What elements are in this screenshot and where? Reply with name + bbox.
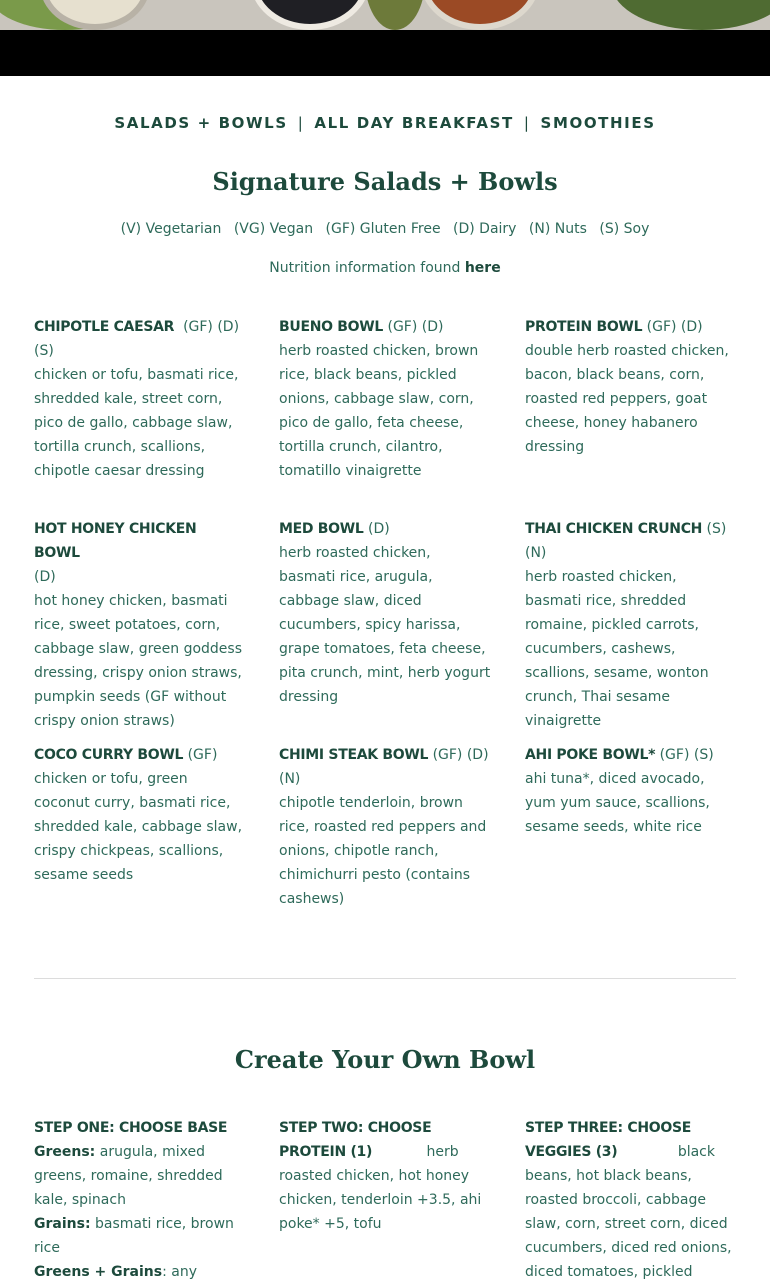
menu-item-tags: (GF) (D) <box>387 319 444 335</box>
menu-item-description: herb roasted chicken, basmati rice, arugula, cabbage slaw, diced cucumbers, spicy harissa, grape tomatoes, feta cheese, pita crunch, mint, herb yogurt dressing <box>279 545 491 705</box>
menu-item <box>525 315 737 459</box>
menu-item-tags: (GF) (S) <box>659 747 714 763</box>
greens-grains-options: : any <box>162 1264 198 1280</box>
menu-item <box>279 315 491 483</box>
menu-item-name: CHIMI STEAK BOWL <box>279 747 429 763</box>
menu-item-description: ahi tuna*, diced avocado, yum yum sauce, scallions, sesame seeds, white rice <box>525 771 710 835</box>
menu-item-description: herb roasted chicken, basmati rice, shredded romaine, pickled carrots, cucumbers, cashews, scallions, sesame, wonton crunch, Thai sesame vinaigrette <box>525 569 709 729</box>
dietary-legend <box>0 221 770 237</box>
menu-item-name: CHIPOTLE CAESAR <box>34 319 175 335</box>
legend-nuts: (N) Nuts <box>528 221 587 237</box>
nav-all-day-breakfast[interactable]: ALL DAY BREAKFAST <box>314 114 514 132</box>
menu-item <box>34 743 246 887</box>
menu-item <box>525 743 737 839</box>
hero-bowl-sauce <box>420 0 540 30</box>
step-one-base <box>34 1116 246 1283</box>
menu-item-tags: (D) <box>34 569 56 585</box>
menu-item <box>279 517 491 709</box>
menu-item <box>525 517 737 733</box>
legend-soy: (S) Soy <box>599 221 650 237</box>
signature-section-title: Signature Salads + Bowls <box>212 167 558 196</box>
step-three-veggies <box>525 1116 737 1283</box>
menu-item-name: COCO CURRY BOWL <box>34 747 184 763</box>
step-heading: STEP ONE: CHOOSE BASE <box>34 1120 228 1136</box>
menu-item-name: MED BOWL <box>279 521 364 537</box>
greens-grains-label: Greens + Grains <box>34 1264 163 1280</box>
legend-vegetarian: (V) Vegetarian <box>120 221 222 237</box>
menu-item-tags: (GF) <box>187 747 218 763</box>
menu-item-description: chicken or tofu, basmati rice, shredded kale, street corn, pico de gallo, cabbage slaw, tortilla crunch, scallions, chipotle caesar dressing <box>34 367 239 479</box>
legend-vegan: (VG) Vegan <box>233 221 314 237</box>
menu-item-tags: (S) (N) <box>525 521 727 561</box>
menu-item <box>34 517 246 733</box>
menu-item-name: HOT HONEY CHICKEN BOWL <box>34 521 197 561</box>
legend-dairy: (D) Dairy <box>453 221 517 237</box>
image-caption-bar <box>0 30 770 76</box>
create-your-own-title: Create Your Own Bowl <box>234 1045 536 1074</box>
menu-item-name: AHI POKE BOWL* <box>525 747 656 763</box>
protein-options: herb roasted chicken, hot honey chicken, tenderloin +3.5, ahi poke* +5, tofu <box>279 1144 482 1232</box>
nutrition-link[interactable]: here <box>464 260 501 276</box>
veggie-options: black beans, hot black beans, roasted broccoli, cabbage slaw, corn, street corn, diced cucumbers, diced red onions, diced tomatoes, pickled <box>525 1144 732 1280</box>
hero-bowl-beans <box>250 0 370 30</box>
menu-item <box>34 315 246 483</box>
menu-item-tags: (GF) (D) <box>646 319 703 335</box>
menu-item-tags: (GF) (D) (S) <box>34 319 240 359</box>
grains-options: basmati rice, brown rice <box>34 1216 234 1256</box>
nav-salads-bowls[interactable]: SALADS + BOWLS <box>114 114 288 132</box>
menu-item-description: chipotle tenderloin, brown rice, roasted red peppers and onions, chipotle ranch, chimichurri pesto (contains cashews) <box>279 795 487 907</box>
nutrition-text: Nutrition information found <box>269 260 465 276</box>
menu-item-description: herb roasted chicken, brown rice, black beans, pickled onions, cabbage slaw, corn, pico de gallo, feta cheese, tortilla crunch, cilantro, tomatillo vinaigrette <box>279 343 479 479</box>
nutrition-info <box>0 260 770 276</box>
hero-image <box>0 0 770 30</box>
menu-category-nav <box>0 114 770 132</box>
hero-food-right <box>612 0 770 30</box>
menu-item-tags: (GF) (D) (N) <box>279 747 489 787</box>
greens-label: Greens: <box>34 1144 96 1160</box>
menu-item-tags: (D) <box>367 521 390 537</box>
nav-separator: | <box>523 114 531 132</box>
menu-item <box>279 743 491 911</box>
section-divider <box>34 978 736 979</box>
menu-item-description: chicken or tofu, green coconut curry, basmati rice, shredded kale, cabbage slaw, crispy chickpeas, scallions, sesame seeds <box>34 771 243 883</box>
menu-item-name: PROTEIN BOWL <box>525 319 643 335</box>
menu-item-description: double herb roasted chicken, bacon, black beans, corn, roasted red peppers, goat cheese, honey habanero dressing <box>525 343 729 455</box>
menu-item-name: THAI CHICKEN CRUNCH <box>525 521 703 537</box>
menu-item-description: hot honey chicken, basmati rice, sweet potatoes, corn, cabbage slaw, green goddess dressing, crispy onion straws, pumpkin seeds (GF without crispy onion straws) <box>34 593 243 729</box>
grains-label: Grains: <box>34 1216 91 1232</box>
legend-gluten-free: (GF) Gluten Free <box>325 221 441 237</box>
step-two-protein <box>279 1116 491 1236</box>
nav-smoothies[interactable]: SMOOTHIES <box>540 114 656 132</box>
greens-options: arugula, mixed greens, romaine, shredded kale, spinach <box>34 1144 223 1208</box>
step-heading: STEP TWO: CHOOSE PROTEIN (1) <box>279 1120 432 1160</box>
hero-bowl-veggies <box>365 0 425 30</box>
menu-item-name: BUENO BOWL <box>279 319 384 335</box>
step-heading: STEP THREE: CHOOSE VEGGIES (3) <box>525 1120 692 1160</box>
nav-separator: | <box>297 114 305 132</box>
